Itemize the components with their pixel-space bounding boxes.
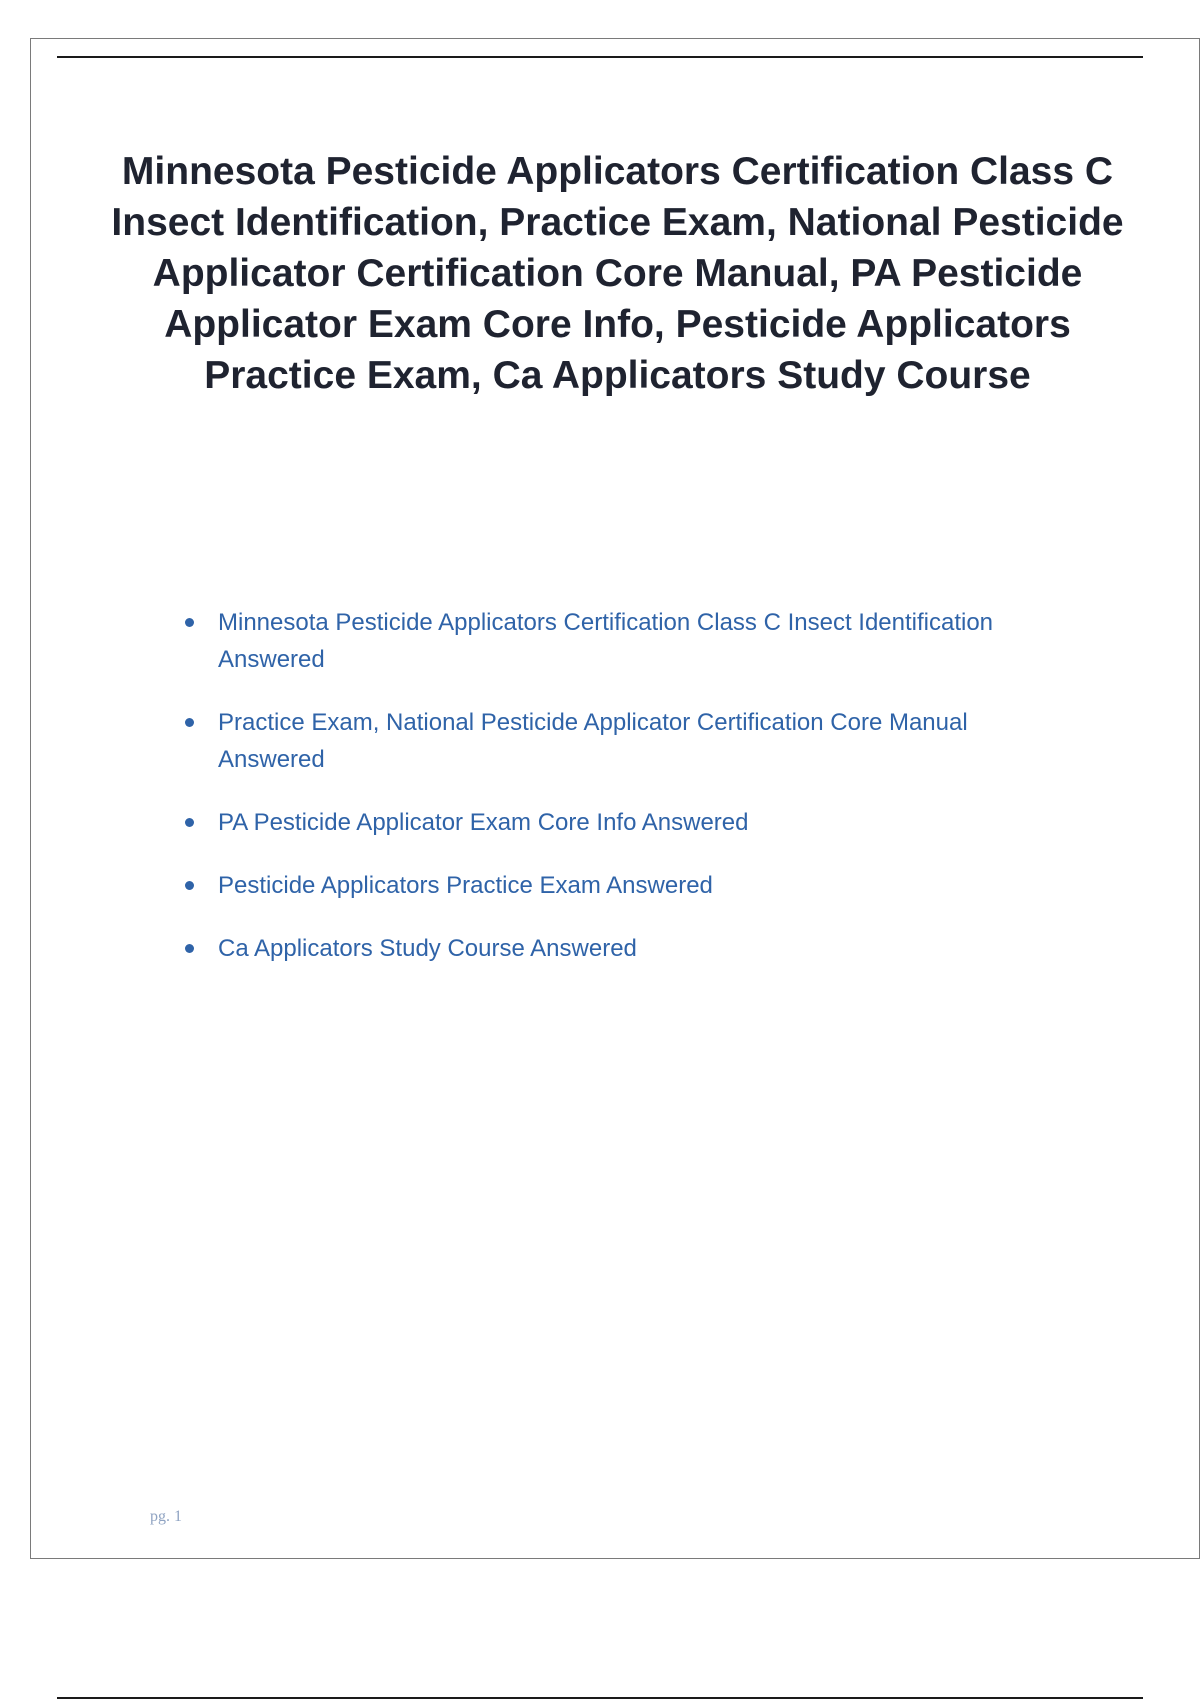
bullet-icon: [185, 944, 194, 953]
list-item: [178, 704, 1058, 778]
answer-link-ca-study-course[interactable]: Ca Applicators Study Course Answered: [218, 935, 637, 962]
page-number: pg. 1: [150, 1508, 182, 1525]
document-title: Minnesota Pesticide Applicators Certification Class C Insect Identification, Practice Exam, National Pesticide Applicator Certification Core Manual, PA Pesticide Applicator Exam Core Info, Pesticide Applicators Practice Exam, Ca Applicators Study Course: [111, 150, 1124, 397]
next-page-header-rule: [57, 1697, 1143, 1699]
bullet-icon: [185, 718, 194, 727]
list-item: [178, 604, 1058, 678]
answer-link-core-manual-practice-exam[interactable]: Practice Exam, National Pesticide Applicator Certification Core Manual Answered: [218, 709, 968, 773]
header-rule: [57, 56, 1143, 58]
answer-link-pa-core-info[interactable]: PA Pesticide Applicator Exam Core Info Answered: [218, 809, 749, 836]
bullet-icon: [185, 881, 194, 890]
list-item: [178, 804, 1058, 841]
list-item: [178, 867, 1058, 904]
answer-link-class-c-insect-identification[interactable]: Minnesota Pesticide Applicators Certification Class C Insect Identification Answered: [218, 609, 994, 673]
list-item: [178, 930, 1058, 967]
bullet-icon: [185, 818, 194, 827]
answer-list: [178, 604, 1058, 993]
answer-link-applicators-practice-exam[interactable]: Pesticide Applicators Practice Exam Answered: [218, 872, 713, 899]
bullet-icon: [185, 618, 194, 627]
